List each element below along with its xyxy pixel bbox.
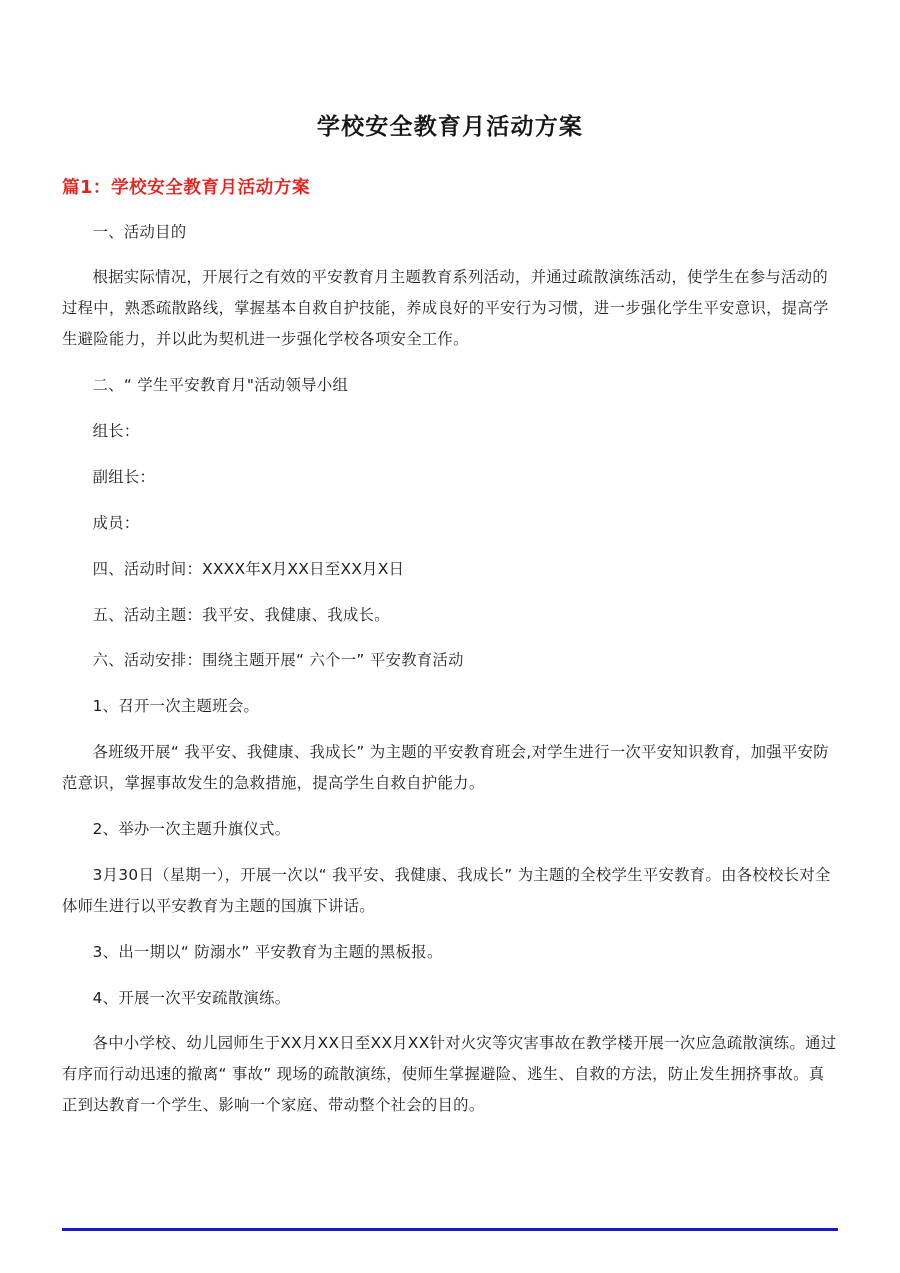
paragraph-item-4-detail: 各中小学校、幼儿园师生于XX月XX日至XX月XX针对火灾等灾害事故在教学楼开展一次应急疏散演练。通过有序而行动迅速的撤离“ 事故” 现场的疏散演练，使师生掌握避险、逃生、自救的方法，防止发生拥挤事故。真正到达教育一个学生、影响一个家庭、带动整个社会的目的。 [62, 1034, 837, 1115]
field-members: 成员： [92, 513, 140, 532]
footer-divider [62, 1228, 838, 1231]
item-2-flag-raising: 2、举办一次主题升旗仪式。 [92, 820, 291, 839]
field-deputy-group-leader: 副组长： [92, 467, 156, 486]
item-3-blackboard-newspaper: 3、出一期以“ 防溺水” 平安教育为主题的黑板报。 [92, 942, 443, 961]
page-title: 学校安全教育月活动方案 [316, 114, 584, 140]
paragraph-item-1-detail: 各班级开展“ 我平安、我健康、我成长” 为主题的平安教育班会,对学生进行一次平安知识教育，加强平安防范意识，掌握事故发生的急救措施，提高学生自救自护能力。 [62, 743, 829, 793]
field-group-leader: 组长： [92, 422, 140, 440]
heading-activity-time: 四、活动时间：XXXX年X月XX日至XX月X日 [92, 559, 405, 578]
paragraph-item-2-detail: 3月30日（星期一），开展一次以“ 我平安、我健康、我成长” 为主题的全校学生平安教育。由各校校长对全体师生进行以平安教育为主题的国旗下讲话。 [62, 865, 831, 915]
section-heading-red: 篇1：学校安全教育月活动方案 [62, 178, 311, 199]
heading-activity-theme: 五、活动主题：我平安、我健康、我成长。 [92, 605, 390, 624]
heading-activity-arrangement: 六、活动安排：围绕主题开展“ 六个一” 平安教育活动 [92, 651, 464, 670]
paragraph-activity-purpose: 根据实际情况，开展行之有效的平安教育月主题教育系列活动，并通过疏散演练活动，使学生在参与活动的过程中，熟悉疏散路线，掌握基本自救自护技能，养成良好的平安行为习惯，进一步强化学生平安意识，提高学生避险能力，并以此为契机进一步强化学校各项安全工作。 [62, 268, 829, 349]
item-1-class-meeting: 1、召开一次主题班会。 [92, 697, 260, 716]
item-4-evacuation-drill: 4、开展一次平安疏散演练。 [92, 988, 291, 1007]
heading-activity-purpose: 一、活动目的 [92, 222, 187, 241]
heading-leading-group: 二、“ 学生平安教育月"活动领导小组 [92, 376, 349, 395]
